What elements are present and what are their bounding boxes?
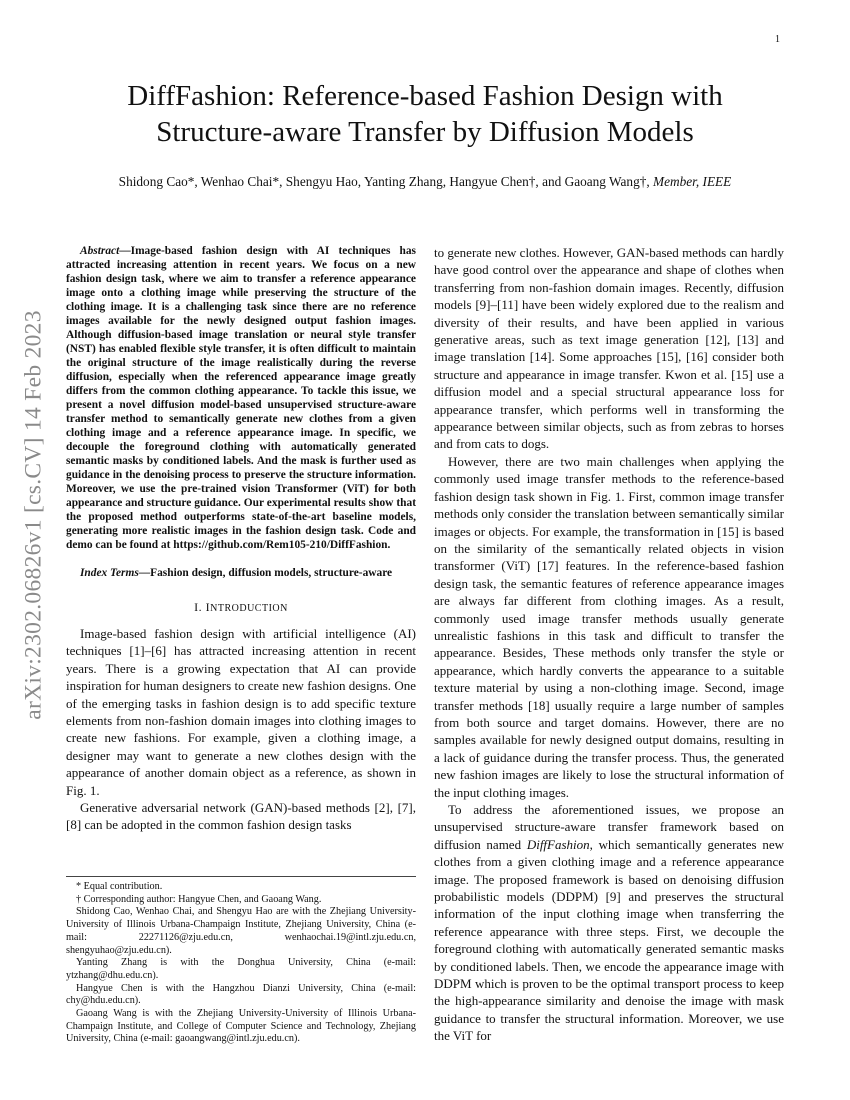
section-heading bbox=[66, 600, 416, 615]
footnote: Hangyue Chen is with the Hangzhou Dianzi University, China (e-mail: chy@hdu.edu.cn). bbox=[66, 982, 416, 1007]
index-terms-label: Index Terms bbox=[80, 567, 139, 579]
left-body bbox=[66, 625, 416, 834]
page-number: 1 bbox=[775, 34, 780, 45]
footnote: * Equal contribution. bbox=[76, 881, 163, 892]
footnote: † Corresponding author: Hangyue Chen, and Gaoang Wang. bbox=[76, 893, 322, 905]
section-rest: NTRODUCTION bbox=[210, 603, 288, 614]
index-terms bbox=[66, 566, 416, 580]
arxiv-stamp bbox=[14, 290, 54, 740]
footnote: Yanting Zhang is with the Donghua University, China (e-mail: ytzhang@dhu.edu.cn). bbox=[66, 957, 416, 981]
footnote-rule bbox=[66, 876, 416, 877]
title-line-1: DiffFashion: Reference-based Fashion Design with bbox=[127, 80, 723, 112]
paragraph bbox=[434, 801, 784, 1045]
footnote: Shidong Cao, Wenhao Chai, and Shengyu Hao are with the Zhejiang University-University of Illinois Urbana-Champaign Institute, Zhejiang University, China (e-mail: 22271126@zju.edu.cn, wenhaochai.19@intl.zju.edu.cn, shengyuhao@zju.edu.cn). bbox=[66, 906, 416, 956]
section-numeral: I. bbox=[194, 600, 206, 614]
paragraph: Generative adversarial network (GAN)-based methods [2], [7], [8] can be adopted in the common fashion design tasks bbox=[66, 800, 416, 833]
method-name: DiffFashion bbox=[526, 836, 590, 852]
paper-title bbox=[70, 78, 780, 150]
abstract-text: —Image-based fashion design with AI techniques has attracted increasing attention in recent years. We focus on a new fashion design task, where we aim to transfer a reference appearance image onto a clothing image while preserving the structure of the clothing image. It is a challenging task since there are no reference images available for the newly designed output fashion images. Although diffusion-based image translation or neural style transfer (NST) has enabled flexible style transfer, it is often difficult to maintain the original structure of the image realistically during the reverse diffusion, especially when the referenced appearance image greatly differs from the common clothing appearance. To tackle this issue, we present a novel diffusion model-based unsupervised structure-aware transfer method to semantically generate new clothes from a given clothing image and a reference appearance image. In specific, we decouple the foreground clothing with automatically generated semantic masks by conditioned labels. And the mask is further used as guidance in the denoising process to preserve the structure information. Moreover, we use the pre-trained vision Transformer (ViT) for both appearance and structure guidance. Our experimental results show that the proposed method outperforms state-of-the-art baseline models, generating more realistic images in the fashion design task. Code and demo can be found at https://github.com/Rem105-210/DiffFashion. bbox=[66, 245, 416, 551]
paragraph-part: To address the aforementioned issues, we propose an unsupervised structure-aware transfer framework based on diffusion named bbox=[434, 802, 784, 852]
section-first-letter: I bbox=[205, 600, 211, 614]
index-terms-text: —Fashion design, diffusion models, structure-aware bbox=[138, 567, 393, 579]
authors-names: Shidong Cao*, Wenhao Chai*, Shengyu Hao, Yanting Zhang, Hangyue Chen†, and Gaoang Wang†, bbox=[118, 174, 650, 189]
title-line-2: Structure-aware Transfer by Diffusion Models bbox=[156, 116, 694, 148]
right-column bbox=[434, 244, 784, 1045]
arxiv-stamp-text: arXiv:2302.06826v1 [cs.CV] 14 Feb 2023 bbox=[20, 310, 47, 720]
left-column bbox=[66, 244, 416, 834]
paragraph: However, there are two main challenges when applying the commonly used image transfer methods to the reference-based fashion design task shown in Fig. 1. First, common image transfer methods only consider the translation between semantically similar images or objects. For example, the transformation in [15] is based on the similarity of the semantically related objects in vision transformer (ViT) [17] features. In the reference-based fashion design task, the semantic features of reference appearance images are always far different from clothing images. As a result, commonly used image transfer methods usually generate unrealistic fashions in this task and difficult to transfer the appearance. Besides, These methods only transfer the style or appearance, which hardly converts the appearance to a suitable texture material by using a non-clothing image. Second, image transfer methods [18] usually require a large number of samples from both source and target domains. However, there are no samples available for newly designed output domains, resulting in a lack of guidance during the transfer process. Thus, the generated new fashion images are likely to lose the structural information of the input clothing images. bbox=[434, 453, 784, 800]
authors-suffix: Member, IEEE bbox=[653, 174, 732, 189]
paragraph: to generate new clothes. However, GAN-based methods can hardly have good control over the appearance and shape of clothes when transferring from non-fashion domain images. Recently, diffusion models [9]–[11] have been widely explored due to the realism and diversity of their results, and have been applied in various generative areas, such as text image generation [12], [13] and image translation [14]. Some approaches [15], [16] consider both structure and appearance in image transfer. Kwon et al. [15] use a diffusion model and a special structural appearance loss for appearance transfer, which performs well in transforming the appearance between similar objects, such as from zebras to horses and from cats to dogs. bbox=[434, 245, 784, 452]
paragraph-part: , which semantically generates new clothes from a given clothing image and a reference appearance image. The proposed framework is based on denoising diffusion probabilistic models (DDPM) [9] and preserves the structural information of the input clothing image when transferring the reference appearance with three steps. First, we decouple the foreground clothing with automatically generated semantic masks by conditioned labels. Then, we encode the appearance image with DDPM which is proven to be the optimal transport process to keep the high-appearance similarity and denoise the image with mask guidance to transfer the structural information. Moreover, we use the ViT for bbox=[434, 836, 784, 1044]
author-list bbox=[60, 174, 790, 190]
paragraph: Image-based fashion design with artificial intelligence (AI) techniques [1]–[6] has attracted increasing attention in recent years. There is a growing expectation that AI can provide inspiration for human designers to create new fashion designs. One of the emerging tasks in fashion design is to add specific texture elements from non-fashion domain images into clothing images to create new fashions. For example, given a clothing image, a designer may want to generate a new clothes design with the appearance of another domain object as a reference, as shown in Fig. 1. bbox=[66, 626, 416, 798]
footnotes bbox=[66, 876, 416, 1046]
footnote: Gaoang Wang is with the Zhejiang University-University of Illinois Urbana-Champaign Institute, and College of Computer Science and Technology, Zhejiang University, China (e-mail: gaoangwang@intl.zju.edu.cn). bbox=[66, 1008, 416, 1045]
abstract bbox=[66, 244, 416, 552]
abstract-label: Abstract bbox=[80, 245, 120, 257]
